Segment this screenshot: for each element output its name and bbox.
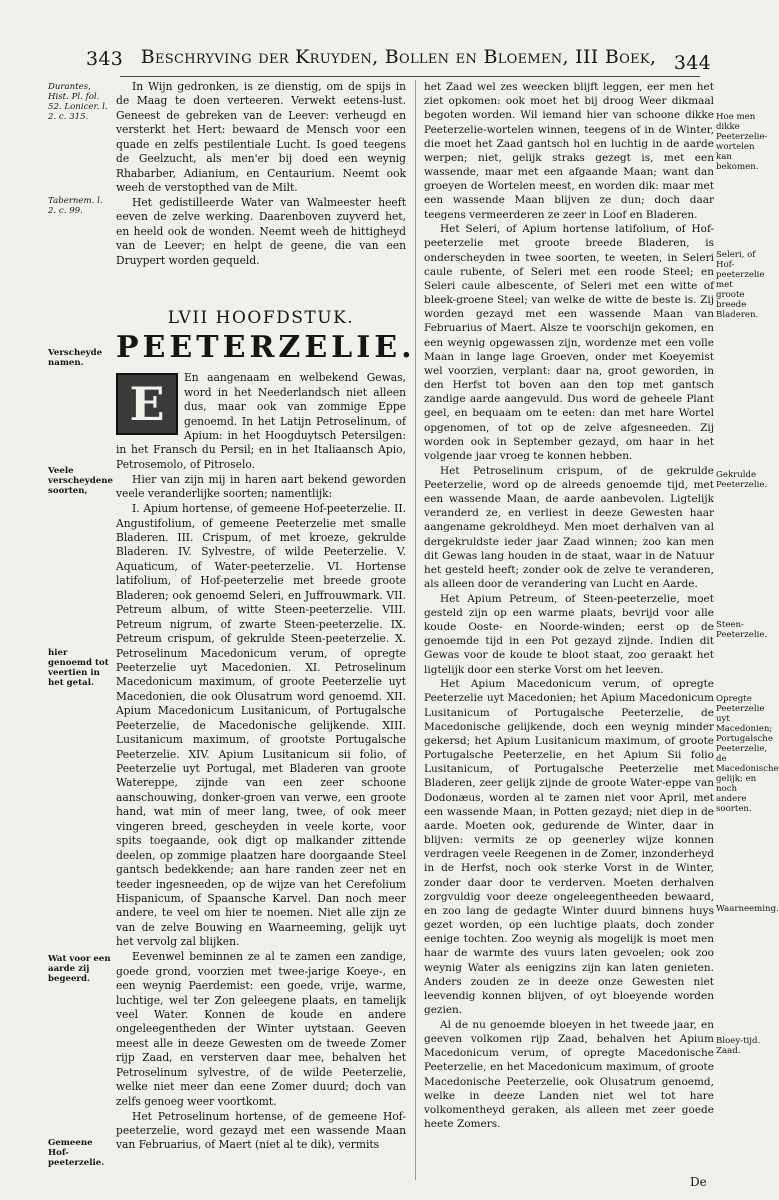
margin-note-stone: Steen-Peeterzelie. (716, 620, 768, 640)
paragraph: Het Petroselinum hortense, of de gemeene Hof-peeterzelie, word gezayd met een wassende Maan van Februarius, of Maert (niet al te dik), vermits (116, 1109, 406, 1152)
margin-note-fourteen: hier genoemd tot veertien in het getal. (48, 648, 109, 688)
margin-note-soil: Wat voor een aarde zij begeerd. (48, 954, 111, 984)
margin-note-names: Verscheyde namen. (48, 348, 103, 368)
drop-cap: E (116, 373, 178, 435)
running-title: Beschryving der Kruyden, Bollen en Bloemen, III Boek, (140, 46, 657, 68)
margin-note-roots: Hoe men dikke Peeterzelie-wortelen kan bekomen. (716, 112, 768, 172)
margin-note-macedonian: Opregte Peeterzelie uyt Macedonien; Portugalsche Peeterzelie, de Macedonische gelijk; en noch andere soorten. (716, 694, 779, 814)
paragraph: Het Seleri, of Apium hortense latifolium, of Hof-peeterzelie met groote breede Bladeren, is onderscheyden in twee soorten, te weeten, in Seleri caule rubente, of Seleri met een roode Steel; en Seleri caule albescente, of Seleri met een witte of bleek-groene Steel; van welke de witte de beste is. Zij worden gezayd met een wassende Maan van Februarius of Maert. Alsze te voorschijn gekomen, en een weynig opgewassen zijn, wordenze met een volle Maan in lange lage Groeven, onder met Koeyemist wel voorzien, verplant: daar na, groot geworden, in den Herfst tot boven aan den top met gantsch zandige aarde aangevuld. Dus word de geheele Plant geel, en bequaam om te eeten: dan met hare Wortel opgenomen, of tot op de zelve afgesneeden. Zij worden ook in September gezayd, om haar in het volgende jaar vroeg te konnen hebben. (424, 223, 714, 462)
left-column (116, 80, 416, 1153)
running-header (86, 46, 711, 74)
margin-note-curled: Gekrulde Peeterzelie. (716, 470, 768, 490)
margin-note-care: Waarneeming. (716, 904, 779, 914)
catchword: De (690, 1175, 707, 1189)
margin-note-seleri: Seleri, of Hof-peeterzelie met groote breede Bladeren. (716, 250, 765, 320)
paragraph: En aangenaam en welbekend Gewas, word in het Neederlandsch niet alleen dus, maar ook van zommige Eppe genoemd. In het Latijn Petroselinum, of Apium: in het Hoogduytsch Petersilgen: in het Fransch du Persil; en in het Italiaansch Apio, Petrosemolo, of Pitroselo. (116, 371, 406, 471)
paragraph: Het Apium Macedonicum verum, of opregte Peeterzelie uyt Macedonien; het Apium Macedonicum Lusitanicum of Portugalsche Peeterzelie, de Macedonische gelijkende, doch een weynig minder gekersd; het Apium Lusitanicum maximum, of groote Portugalsche Peeterzelie, en het Apium Sii folio Lusitanicum, of Portugalsche Peeterzelie met Bladeren, zeer gelijk zijnde de groote Water-eppe van Dodonæus, worden al te zamen niet voor April, met een wassende Maan, in Potten gezayd; niet diep in de aarde. Moeten ook, gedurende de Winter, daar in blijven: vermits ze op geenerley wijze konnen verdragen veele Reegenen in de Zomer, inzonderheyd in de Herfst, noch ook sterke Vorst in de Winter, zonder daar door te verderven. Moeten derhalven zorgvuldig voor deeze ongeleegentheeden bewaard, en zoo lang de gedagte Winter duurd binnens huys gezet worden, op een luchtige plaats, doch zonder eenige tochten. Zoo weynig als mogelijk is moet men haar de warmte des vuurs laten gevoelen; ook zoo weynig Water als eenigzins zijn kan laten genieten. Anders zouden ze in deeze onze Gewesten niet leevendig konnen blijven, of oyt bloeyende worden gezien. (424, 678, 714, 1017)
margin-note-tabernem: Tabernem. l. 2. c. 99. (48, 196, 103, 216)
page-number-right: 344 (673, 52, 711, 74)
chapter-heading: LVII HOOFDSTUK. (167, 308, 355, 329)
page-number-left: 343 (86, 48, 124, 70)
right-column (424, 80, 714, 1132)
margin-note-common: Gemeene Hof-peeterzelie. (48, 1138, 105, 1168)
paragraph: Het gedistilleerde Water van Walmeester heeft eeven de zelve werking. Daarenboven zuyverd het, en heeld ook de wonden. Neemt weeh de hittigheyd van de Leever; en helpt de geene, die van een Druypert worden gequeld. (116, 196, 406, 267)
header-rule (120, 76, 700, 77)
paragraph: In Wijn gedronken, is ze dienstig, om de spijs in de Maag te doen verteeren. Verwekt eetens-lust. Geneest de gebreken van de Leever: verheugd en versterkt het Hert: bewaard de Mensch voor een quade en zelfs pestilentiale Lucht. Is goed teegens de Geelzucht, als men'er bij doed een weynig Rhabarber, Adianium, en Centaurium. Neemt ook weeh de verstopthed van de Milt. (116, 80, 406, 195)
paragraph: Hier van zijn mij in haren aart bekend geworden veele veranderlijke soorten; namentlijk: (116, 472, 406, 501)
paragraph: Al de nu genoemde bloeyen in het tweede jaar, en geeven volkomen rijp Zaad, behalven het Apium Macedonicum verum, of opregte Macedonische Peeterzelie, en het Macedonicum maximum, of groote Macedonische Peeterzelie, ook Olusatrum genoemd, welke in deeze Landen niet wel tot hare volkomentheyd geraken, als alleen met zeer goede heete Zomers. (424, 1018, 714, 1131)
paragraph: Het Petroselinum crispum, of de gekrulde Peeterzelie, word op de alreeds genoemde tijd, met een wassende Maan, de aarde aanbevolen. Ligtelijk veranderd ze, en verliest in deeze Gewesten haar aangename gekroldheyd. Men moet derhalven van al dergekruldste ieder jaar Zaad winnen; zoo kan men dit Gewas lang houden in de staat, waar in de Natuur het gesteld heeft; zonder ook de zelve te veranderen, als alleen door de verandering van Lucht en Aarde. (424, 464, 714, 591)
margin-note-sorts: Veele verscheydene soorten, (48, 466, 113, 496)
margin-note-sources: Durantes, Hist. Pl. fol. 52. Lonicer. l. 2. c. 315. (48, 82, 108, 122)
paragraph: Het Apium Petreum, of Steen-peeterzelie, moet gesteld zijn op een warme plaats, bevrijd voor alle koude Ooste- en Noorde-winden; eerst op de genoemde tijd in een Pot gezayd zijnde. Indien dit Gewas voor de koude te bloot staat, zoo geraakt het ligtelijk door een sterke Vorst om het leeven. (424, 592, 714, 676)
paragraph: het Zaad wel zes weecken blijft leggen, eer men het ziet opkomen: ook moet het bij droog Weer dikmaal begoten worden. Wil iemand hier van schoone dikke Peeterzelie-wortelen winnen, teegens of in de Winter, die moet het Zaad gantsch hol en luchtig in de aarde werpen; niet, gelijk straks gezegt is, met een wassende, maar met een afgaande Maan; want dan groeyen de Wortelen meest, en worden dik: maar met een wassende Maan blijven ze dun; doch daar teegens vermeerderen ze zeer in Loof en Bladeren. (424, 81, 714, 221)
margin-note-bloom: Bloey-tijd. Zaad. (716, 1036, 761, 1056)
paragraph-varieties: I. Apium hortense, of gemeene Hof-peeterzelie. II. Angustifolium, of gemeene Peeterzelie met smalle Bladeren. III. Crispum, of met kroeze, gekrulde Bladeren. IV. Sylvestre, of wilde Peeterzelie. V. Aquaticum, of Water-peeterzelie. VI. Hortense latifolium, of Hof-peeterzelie met breede groote Bladeren; ook genoemd Seleri, en Juffrouwmark. VII. Petreum album, of witte Steen-peeterzelie. VIII. Petreum nigrum, of zwarte Steen-peeterzelie. IX. Petreum crispum, of gekrulde Steen-peeterzelie. X. Petroselinum Macedonicum verum, of opregte Peeterzelie uyt Macedonien. XI. Petroselinum Macedonicum maximum, of groote Peeterzelie uyt Macedonien, die ook Olusatrum word genoemd. XII. Apium Macedonicum Lusitanicum, of Portugalsche Peeterzelie, de Macedonische gelijkende. XIII. Lusitanicum maximum, of grootste Portugalsche Peeterzelie. XIV. Apium Lusitanicum sii folio, of Peeterzelie uyt Portugal, met Bladeren van groote Watereppe, zijnde van een zeer schoone aanschouwing, donker-groen van verwe, een groote hand, wat min of meer lang, twee, of ook meer vingeren breed, gescheyden in veele korte, voor spits toegaande, ook digt op malkander zittende deelen, op zommige plaatzen hare doorgaande Steel gantsch bedekkende; aan hare randen zeer net en teeder ingesneeden, op de wijze van het Cerefolium Hispanicum, of Spaansche Karvel. Dan noch meer andere, te veel om hier te noemen. Niet alle zijn ze van de zelve Bouwing en Waarneeming, gelijk uyt het vervolg zal blijken. (116, 502, 406, 949)
chapter-title: PEETERZELIE. (116, 330, 416, 366)
column-divider (415, 80, 416, 1180)
paragraph: Eevenwel beminnen ze al te zamen een zandige, goede grond, voorzien met twee-jarige Koeye-, en een weynig Paerdemist: een goede, vrije, warme, luchtige, wel ter Zon geleegene plaats, en tamelijk veel Water. Konnen de koude en andere ongeleegentheden der Winter uytstaan. Geeven meest alle in deeze Gewesten om de tweede Zomer rijp Zaad, en versterven daar mee, behalven het Petroselinum sylvestre, of de wilde Peeterzelie, welke niet meer dan eene Zomer duurd; doch van zelfs genoeg weer voortkomt. (116, 950, 406, 1108)
